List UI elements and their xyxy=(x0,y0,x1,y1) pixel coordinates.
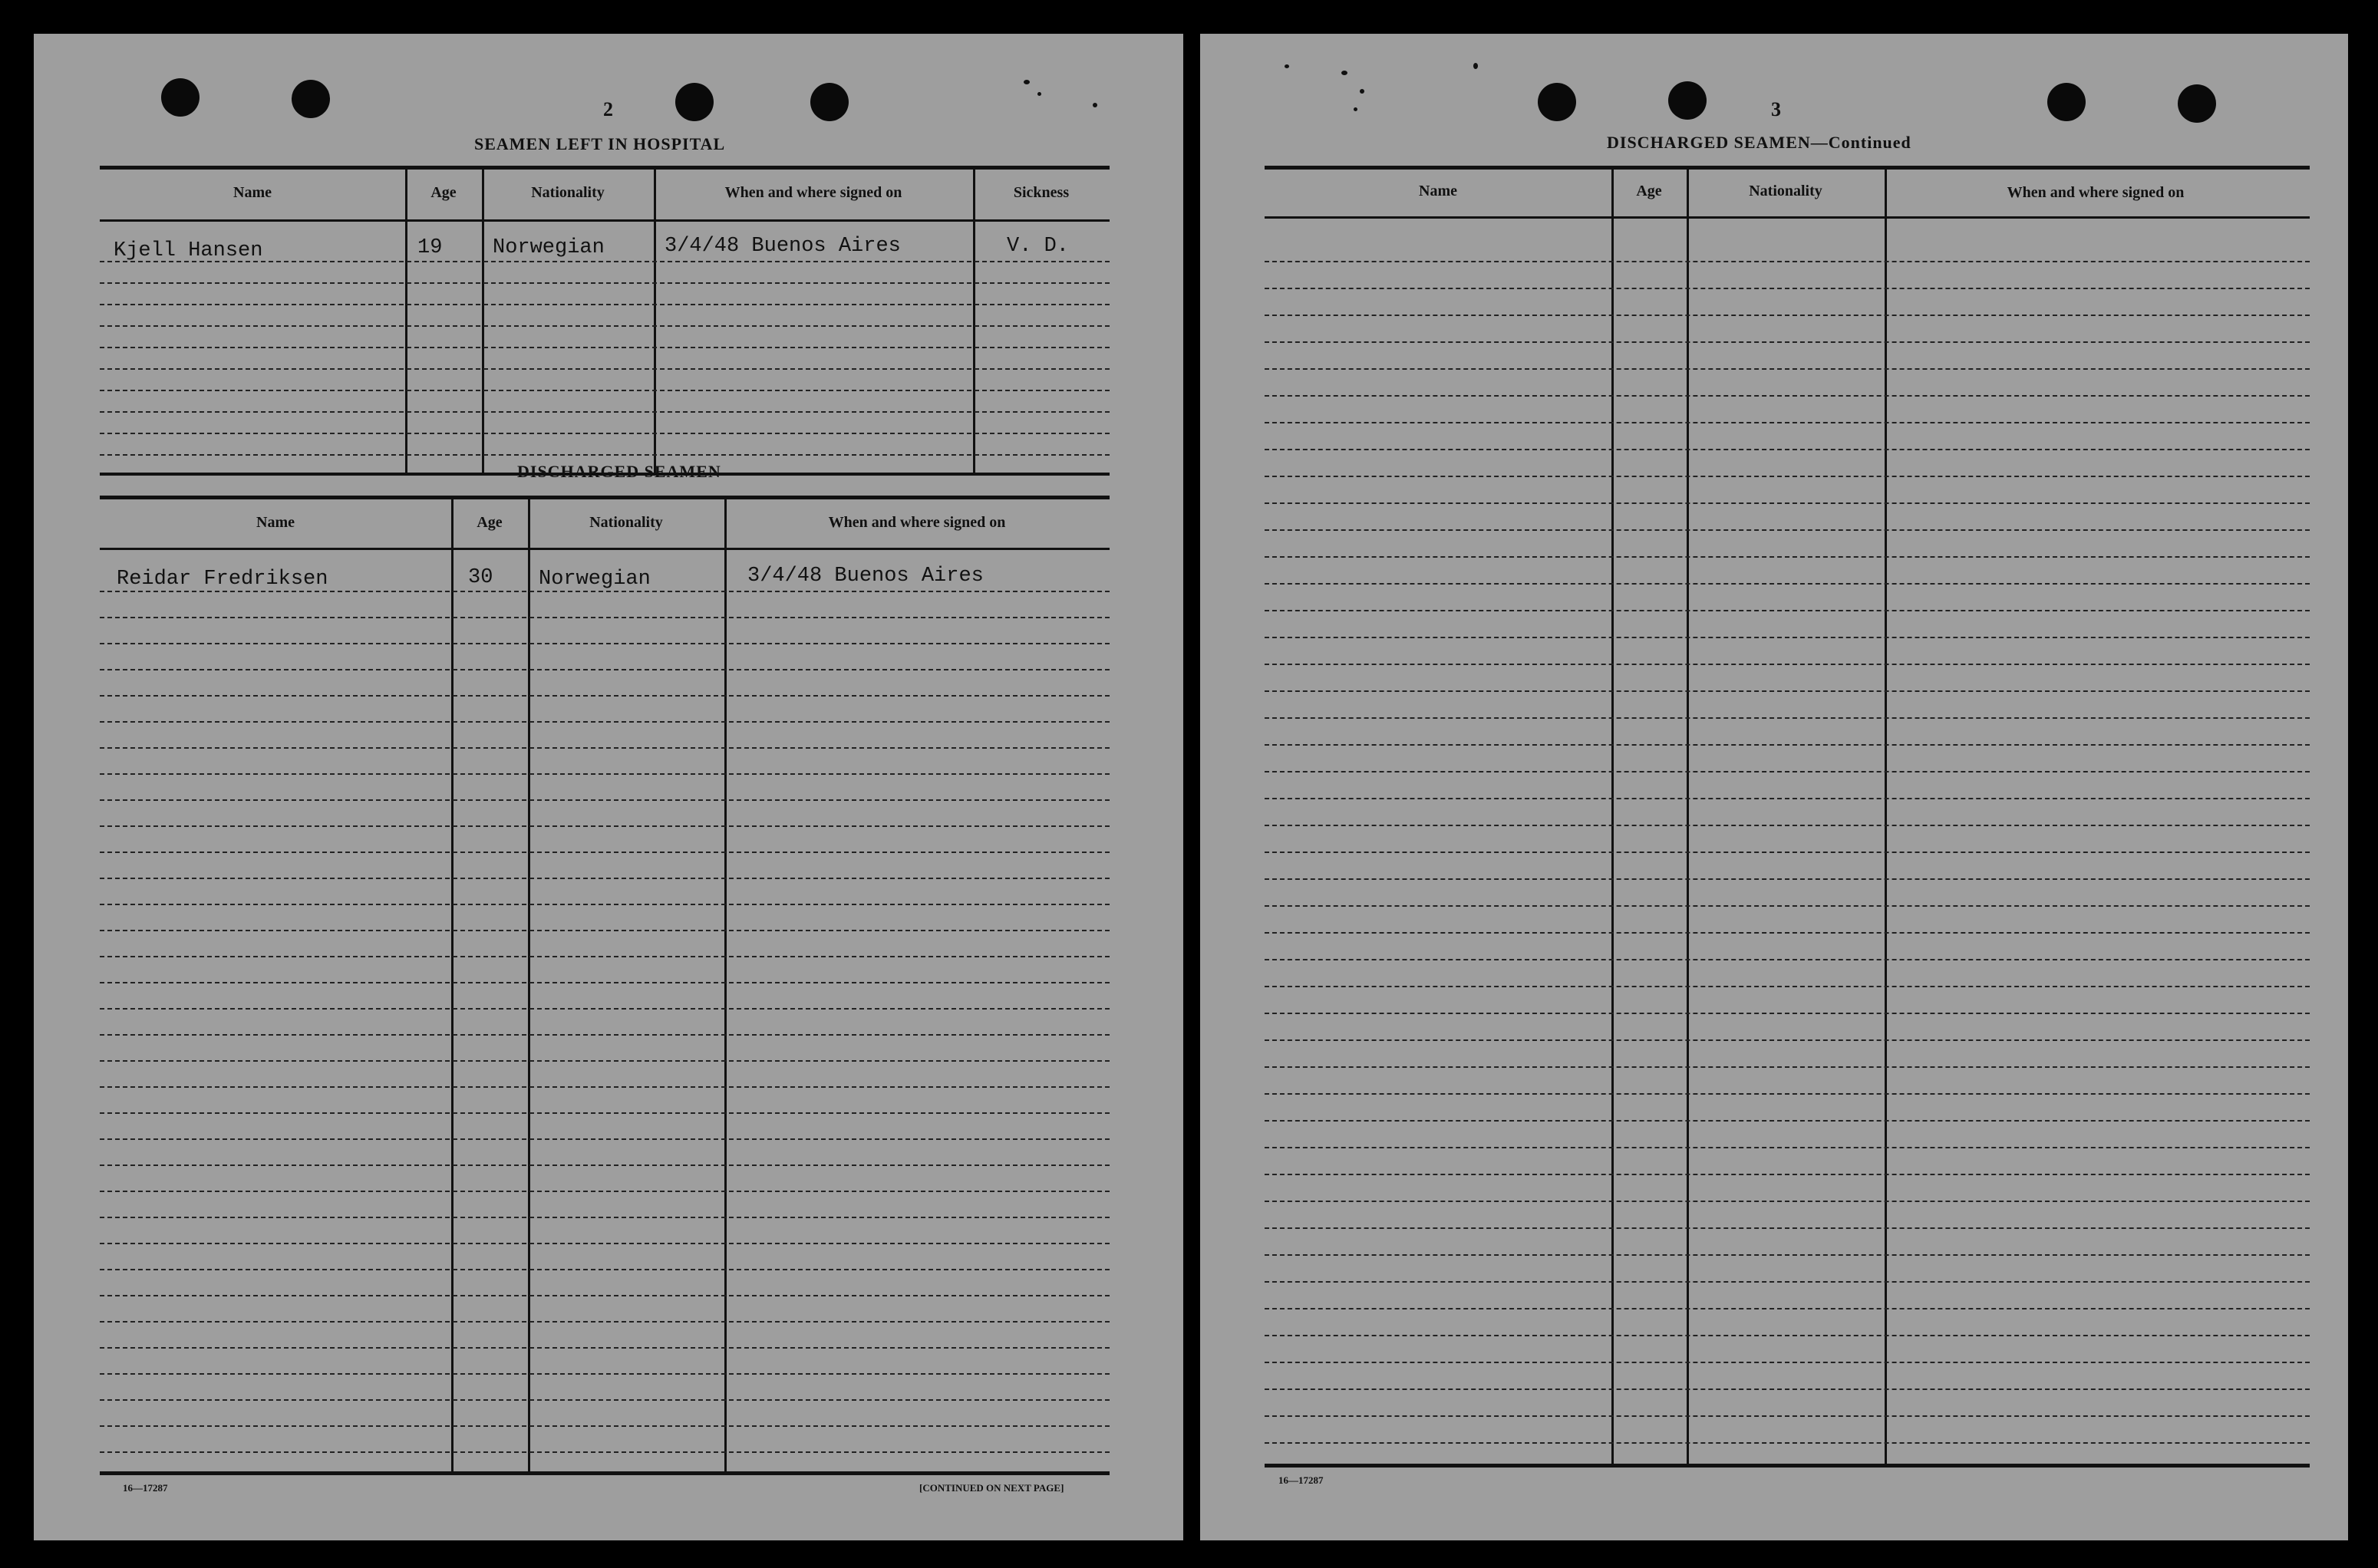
discharged-row-signed-on: 3/4/48 Buenos Aires xyxy=(747,565,984,588)
discharged-row-line xyxy=(100,1269,1110,1270)
table-bottom-rule xyxy=(1265,1464,2310,1468)
discharged-header-nationality: Nationality xyxy=(589,514,663,531)
hospital-row-line xyxy=(100,454,1110,456)
left-page xyxy=(34,34,1183,1540)
discharged-row-line xyxy=(100,617,1110,618)
discharged-continued-title: DISCHARGED SEAMEN—Continued xyxy=(1607,133,1911,152)
hospital-row-age: 19 xyxy=(417,236,443,259)
header-signed-on: When and where signed on xyxy=(2007,184,2185,201)
discharged-row-line xyxy=(100,799,1110,801)
discharged-row-line xyxy=(100,1060,1110,1062)
row-line xyxy=(1265,664,2310,665)
discharged-header-rule xyxy=(100,548,1110,550)
discharged-row-line xyxy=(100,930,1110,931)
row-line xyxy=(1265,315,2310,316)
hospital-row-signed-on: 3/4/48 Buenos Aires xyxy=(665,235,901,258)
header-age: Age xyxy=(1636,183,1662,199)
discharged-row-line xyxy=(100,643,1110,644)
hospital-row-line xyxy=(100,390,1110,391)
form-number: 16—17287 xyxy=(1278,1474,1324,1486)
row-line xyxy=(1265,556,2310,558)
discharged-row-line xyxy=(100,852,1110,853)
row-line xyxy=(1265,744,2310,746)
discharged-row-line xyxy=(100,1164,1110,1166)
discharged-row-line xyxy=(100,904,1110,905)
row-line xyxy=(1265,341,2310,343)
hospital-header-sickness: Sickness xyxy=(1013,184,1070,201)
row-line xyxy=(1265,932,2310,934)
row-line xyxy=(1265,1442,2310,1444)
discharged-col-divider xyxy=(724,499,727,1474)
discharged-row-line xyxy=(100,1008,1110,1010)
row-line xyxy=(1265,476,2310,477)
hospital-header-signed-on: When and where signed on xyxy=(724,184,902,201)
punch-hole-2 xyxy=(1668,81,1707,120)
row-line xyxy=(1265,395,2310,397)
hospital-col-divider xyxy=(482,168,484,475)
row-line xyxy=(1265,529,2310,531)
discharged-row-nationality: Norwegian xyxy=(539,568,651,591)
discharged-row-line xyxy=(100,825,1110,827)
punch-hole-4 xyxy=(2178,84,2216,123)
ink-speck xyxy=(1285,64,1289,68)
hospital-row-line xyxy=(100,325,1110,327)
discharged-row-line xyxy=(100,591,1110,592)
row-line xyxy=(1265,959,2310,960)
page-number: 3 xyxy=(1771,98,1781,120)
row-line xyxy=(1265,1254,2310,1256)
hospital-col-divider xyxy=(654,168,656,475)
hospital-row-line xyxy=(100,368,1110,370)
hospital-header-name: Name xyxy=(233,184,272,201)
col-divider xyxy=(1611,169,1614,1467)
ink-speck xyxy=(1341,71,1347,75)
discharged-row-line xyxy=(100,1347,1110,1349)
page-number: 2 xyxy=(603,98,613,120)
row-line xyxy=(1265,1201,2310,1202)
discharged-row-line xyxy=(100,695,1110,697)
discharged-row-line xyxy=(100,1034,1110,1036)
row-line xyxy=(1265,449,2310,450)
hospital-row-sickness: V. D. xyxy=(1007,235,1070,258)
discharged-row-line xyxy=(100,721,1110,723)
hospital-top-rule xyxy=(100,166,1110,170)
row-line xyxy=(1265,1281,2310,1283)
row-line xyxy=(1265,1147,2310,1148)
punch-hole-3 xyxy=(675,83,714,121)
hospital-col-divider xyxy=(973,168,975,475)
discharged-row-line xyxy=(100,1321,1110,1323)
row-line xyxy=(1265,637,2310,638)
discharged-header-name: Name xyxy=(256,514,295,531)
discharged-row-line xyxy=(100,1295,1110,1296)
row-line xyxy=(1265,878,2310,880)
discharged-row-line xyxy=(100,878,1110,879)
hospital-row-line xyxy=(100,304,1110,305)
header-nationality: Nationality xyxy=(1749,183,1822,199)
row-line xyxy=(1265,502,2310,504)
punch-hole-4 xyxy=(810,83,849,121)
row-line xyxy=(1265,852,2310,853)
hospital-section-title: SEAMEN LEFT IN HOSPITAL xyxy=(474,134,726,153)
discharged-header-age: Age xyxy=(477,514,503,531)
row-line xyxy=(1265,1013,2310,1014)
hospital-row-line xyxy=(100,347,1110,348)
discharged-row-line xyxy=(100,1112,1110,1114)
hospital-row-line xyxy=(100,433,1110,434)
col-divider xyxy=(1885,169,1887,1467)
row-line xyxy=(1265,717,2310,719)
col-divider xyxy=(1687,169,1689,1467)
hospital-row-line xyxy=(100,282,1110,284)
punch-hole-2 xyxy=(292,80,330,118)
row-line xyxy=(1265,1066,2310,1068)
row-line xyxy=(1265,261,2310,262)
row-line xyxy=(1265,583,2310,585)
row-line xyxy=(1265,690,2310,692)
row-line xyxy=(1265,610,2310,611)
row-line xyxy=(1265,1120,2310,1122)
form-number: 16—17287 xyxy=(123,1482,168,1494)
discharged-col-divider xyxy=(451,499,454,1474)
hospital-header-age: Age xyxy=(430,184,457,201)
hospital-row-name: Kjell Hansen xyxy=(114,239,263,262)
hospital-header-rule xyxy=(100,219,1110,222)
row-line xyxy=(1265,422,2310,423)
punch-hole-3 xyxy=(2047,83,2086,121)
discharged-row-age: 30 xyxy=(468,566,493,589)
hospital-row-line xyxy=(100,411,1110,413)
discharged-row-line xyxy=(100,1217,1110,1218)
discharged-row-line xyxy=(100,1451,1110,1453)
table-header-rule xyxy=(1265,216,2310,219)
row-line xyxy=(1265,1415,2310,1417)
discharged-row-line xyxy=(100,1086,1110,1088)
hospital-row-nationality: Norwegian xyxy=(493,236,605,259)
discharged-row-line xyxy=(100,747,1110,749)
table-top-rule xyxy=(1265,166,2310,170)
discharged-row-name: Reidar Fredriksen xyxy=(117,568,328,591)
punch-hole-1 xyxy=(1538,83,1576,121)
ink-speck xyxy=(1093,103,1097,107)
row-line xyxy=(1265,1335,2310,1336)
header-name: Name xyxy=(1419,183,1457,199)
discharged-row-line xyxy=(100,1425,1110,1427)
row-line xyxy=(1265,1388,2310,1390)
row-line xyxy=(1265,986,2310,987)
discharged-top-rule xyxy=(100,496,1110,499)
discharged-header-signed-on: When and where signed on xyxy=(828,514,1006,531)
discharged-section-title: DISCHARGED SEAMEN xyxy=(517,462,721,481)
row-line xyxy=(1265,368,2310,370)
row-line xyxy=(1265,1227,2310,1229)
row-line xyxy=(1265,288,2310,289)
hospital-col-divider xyxy=(405,168,407,475)
row-line xyxy=(1265,905,2310,907)
row-line xyxy=(1265,1362,2310,1363)
discharged-row-line xyxy=(100,1399,1110,1401)
discharged-row-line xyxy=(100,956,1110,957)
discharged-col-divider xyxy=(528,499,530,1474)
discharged-bottom-rule xyxy=(100,1471,1110,1475)
discharged-row-line xyxy=(100,1243,1110,1244)
ink-speck xyxy=(1360,89,1364,94)
right-page xyxy=(1200,34,2348,1540)
discharged-row-line xyxy=(100,1191,1110,1192)
discharged-row-line xyxy=(100,1138,1110,1140)
discharged-row-line xyxy=(100,982,1110,983)
row-line xyxy=(1265,1093,2310,1095)
row-line xyxy=(1265,798,2310,799)
discharged-row-line xyxy=(100,773,1110,775)
ink-speck xyxy=(1354,107,1357,111)
punch-hole-1 xyxy=(161,78,200,117)
hospital-header-nationality: Nationality xyxy=(531,184,605,201)
row-line xyxy=(1265,771,2310,772)
continued-note: [CONTINUED ON NEXT PAGE] xyxy=(919,1482,1064,1494)
row-line xyxy=(1265,825,2310,826)
row-line xyxy=(1265,1039,2310,1041)
ink-speck xyxy=(1473,63,1478,69)
row-line xyxy=(1265,1308,2310,1309)
ink-speck xyxy=(1037,92,1041,96)
ink-speck xyxy=(1024,80,1030,84)
discharged-row-line xyxy=(100,1373,1110,1375)
row-line xyxy=(1265,1174,2310,1175)
discharged-row-line xyxy=(100,669,1110,670)
